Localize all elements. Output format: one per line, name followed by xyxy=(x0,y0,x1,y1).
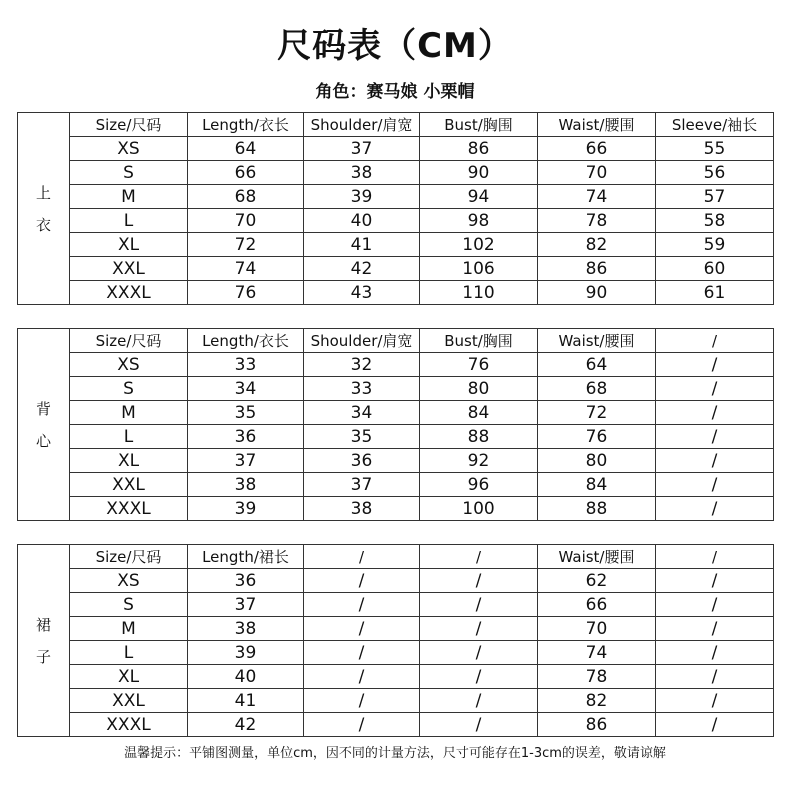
column-header: / xyxy=(304,545,420,569)
table-row xyxy=(18,137,774,161)
measurement-cell: / xyxy=(656,473,774,497)
table-row xyxy=(18,233,774,257)
column-header: / xyxy=(420,545,538,569)
measurement-cell: 64 xyxy=(188,137,304,161)
measurement-cell: 42 xyxy=(304,257,420,281)
measurement-cell: / xyxy=(420,641,538,665)
measurement-cell: 88 xyxy=(420,425,538,449)
table-row xyxy=(18,353,774,377)
table-row xyxy=(18,689,774,713)
measurement-cell: / xyxy=(656,377,774,401)
column-header: / xyxy=(656,545,774,569)
column-header: Waist/腰围 xyxy=(538,545,656,569)
measurement-cell: / xyxy=(656,617,774,641)
measurement-cell: 34 xyxy=(188,377,304,401)
measurement-cell: / xyxy=(656,353,774,377)
size-cell: XXL xyxy=(70,473,188,497)
measurement-cell: 35 xyxy=(188,401,304,425)
measurement-cell: 70 xyxy=(538,617,656,641)
column-header: Sleeve/袖长 xyxy=(656,113,774,137)
measurement-cell: 74 xyxy=(538,185,656,209)
measurement-cell: 66 xyxy=(538,137,656,161)
measurement-cell: 40 xyxy=(188,665,304,689)
measurement-cell: / xyxy=(420,593,538,617)
measurement-cell: 76 xyxy=(420,353,538,377)
measurement-cell: 37 xyxy=(188,593,304,617)
measurement-cell: 86 xyxy=(538,257,656,281)
measurement-cell: 39 xyxy=(188,497,304,521)
column-header: Length/裙长 xyxy=(188,545,304,569)
column-header: Bust/胸围 xyxy=(420,113,538,137)
size-cell: L xyxy=(70,209,188,233)
measurement-cell: 94 xyxy=(420,185,538,209)
column-header: Length/衣长 xyxy=(188,329,304,353)
measurement-cell: / xyxy=(304,665,420,689)
measurement-cell: 41 xyxy=(304,233,420,257)
measurement-cell: / xyxy=(420,665,538,689)
size-cell: XL xyxy=(70,449,188,473)
table-row xyxy=(18,377,774,401)
measurement-cell: 84 xyxy=(538,473,656,497)
column-header: Size/尺码 xyxy=(70,329,188,353)
header-row xyxy=(18,545,774,569)
measurement-cell: 33 xyxy=(304,377,420,401)
measurement-cell: 37 xyxy=(304,137,420,161)
measurement-cell: 41 xyxy=(188,689,304,713)
measurement-cell: 86 xyxy=(420,137,538,161)
table-row xyxy=(18,185,774,209)
measurement-cell: 68 xyxy=(188,185,304,209)
measurement-cell: 76 xyxy=(188,281,304,305)
measurement-cell: 39 xyxy=(188,641,304,665)
measurement-cell: 57 xyxy=(656,185,774,209)
size-cell: M xyxy=(70,401,188,425)
measurement-cell: 98 xyxy=(420,209,538,233)
measurement-cell: / xyxy=(420,617,538,641)
table-row xyxy=(18,209,774,233)
measurement-cell: 96 xyxy=(420,473,538,497)
measurement-cell: / xyxy=(304,617,420,641)
measurement-cell: 66 xyxy=(538,593,656,617)
measurement-cell: 102 xyxy=(420,233,538,257)
page-title: 尺码表（CM） xyxy=(277,26,513,66)
measurement-cell: 36 xyxy=(188,569,304,593)
measurement-cell: 61 xyxy=(656,281,774,305)
measurement-cell: 74 xyxy=(538,641,656,665)
size-cell: XXL xyxy=(70,257,188,281)
character-subtitle: 角色：赛马娘 小栗帽 xyxy=(315,82,475,102)
measurement-cell: 64 xyxy=(538,353,656,377)
table-row xyxy=(18,665,774,689)
measurement-cell: 39 xyxy=(304,185,420,209)
measurement-cell: 59 xyxy=(656,233,774,257)
table-row xyxy=(18,617,774,641)
measurement-cell: 56 xyxy=(656,161,774,185)
table-row xyxy=(18,257,774,281)
table-row xyxy=(18,569,774,593)
measurement-cell: / xyxy=(304,689,420,713)
measurement-cell: / xyxy=(656,401,774,425)
measurement-cell: 34 xyxy=(304,401,420,425)
header-row xyxy=(18,113,774,137)
measurement-cell: 90 xyxy=(420,161,538,185)
measurement-cell: 78 xyxy=(538,665,656,689)
measurement-cell: 38 xyxy=(304,497,420,521)
section-label: 裙 子 xyxy=(18,545,70,737)
table-row xyxy=(18,593,774,617)
measurement-cell: / xyxy=(656,593,774,617)
measurement-cell: 42 xyxy=(188,713,304,737)
size-cell: XXXL xyxy=(70,281,188,305)
measurement-cell: 62 xyxy=(538,569,656,593)
measurement-cell: 60 xyxy=(656,257,774,281)
size-cell: XXXL xyxy=(70,713,188,737)
size-cell: XXXL xyxy=(70,497,188,521)
measurement-cell: 43 xyxy=(304,281,420,305)
size-table-vest xyxy=(17,328,774,521)
measurement-cell: 82 xyxy=(538,689,656,713)
size-table-skirt xyxy=(17,544,774,737)
measurement-cell: 110 xyxy=(420,281,538,305)
column-header: Waist/腰围 xyxy=(538,329,656,353)
column-header: Size/尺码 xyxy=(70,545,188,569)
column-header: Shoulder/肩宽 xyxy=(304,329,420,353)
measurement-cell: 36 xyxy=(304,449,420,473)
measurement-cell: 37 xyxy=(188,449,304,473)
size-table-top xyxy=(17,112,774,305)
measurement-cell: / xyxy=(656,713,774,737)
measurement-cell: / xyxy=(304,713,420,737)
measurement-cell: / xyxy=(304,593,420,617)
column-header: Waist/腰围 xyxy=(538,113,656,137)
measurement-cell: 86 xyxy=(538,713,656,737)
measurement-cell: / xyxy=(304,569,420,593)
measurement-cell: 74 xyxy=(188,257,304,281)
measurement-cell: / xyxy=(420,713,538,737)
size-cell: XS xyxy=(70,353,188,377)
size-cell: XL xyxy=(70,665,188,689)
size-cell: L xyxy=(70,425,188,449)
measurement-cell: 70 xyxy=(188,209,304,233)
measurement-cell: 38 xyxy=(188,617,304,641)
measurement-cell: 38 xyxy=(304,161,420,185)
measurement-cell: 32 xyxy=(304,353,420,377)
column-header: Length/衣长 xyxy=(188,113,304,137)
table-row xyxy=(18,473,774,497)
table-row xyxy=(18,641,774,665)
measurement-cell: / xyxy=(656,425,774,449)
measurement-note: 温馨提示：平铺图测量，单位cm，因不同的计量方法，尺寸可能存在1-3cm的误差，敬请谅解 xyxy=(124,746,666,761)
measurement-cell: 88 xyxy=(538,497,656,521)
measurement-cell: 35 xyxy=(304,425,420,449)
measurement-cell: 58 xyxy=(656,209,774,233)
measurement-cell: 72 xyxy=(188,233,304,257)
measurement-cell: 72 xyxy=(538,401,656,425)
table-row xyxy=(18,425,774,449)
measurement-cell: 80 xyxy=(538,449,656,473)
size-cell: S xyxy=(70,161,188,185)
measurement-cell: 76 xyxy=(538,425,656,449)
table-row xyxy=(18,449,774,473)
measurement-cell: 90 xyxy=(538,281,656,305)
size-cell: XS xyxy=(70,137,188,161)
measurement-cell: / xyxy=(656,641,774,665)
measurement-cell: / xyxy=(656,689,774,713)
measurement-cell: / xyxy=(656,497,774,521)
measurement-cell: 80 xyxy=(420,377,538,401)
column-header: Size/尺码 xyxy=(70,113,188,137)
measurement-cell: / xyxy=(656,449,774,473)
measurement-cell: 38 xyxy=(188,473,304,497)
measurement-cell: 82 xyxy=(538,233,656,257)
measurement-cell: / xyxy=(420,569,538,593)
size-cell: XS xyxy=(70,569,188,593)
size-cell: L xyxy=(70,641,188,665)
measurement-cell: 106 xyxy=(420,257,538,281)
measurement-cell: 84 xyxy=(420,401,538,425)
table-row xyxy=(18,497,774,521)
column-header: Bust/胸围 xyxy=(420,329,538,353)
measurement-cell: 66 xyxy=(188,161,304,185)
size-cell: S xyxy=(70,593,188,617)
section-label: 背 心 xyxy=(18,329,70,521)
table-row xyxy=(18,713,774,737)
size-cell: M xyxy=(70,185,188,209)
measurement-cell: 68 xyxy=(538,377,656,401)
column-header: Shoulder/肩宽 xyxy=(304,113,420,137)
column-header: / xyxy=(656,329,774,353)
section-label: 上 衣 xyxy=(18,113,70,305)
measurement-cell: 37 xyxy=(304,473,420,497)
size-cell: XL xyxy=(70,233,188,257)
measurement-cell: 92 xyxy=(420,449,538,473)
measurement-cell: 36 xyxy=(188,425,304,449)
measurement-cell: 33 xyxy=(188,353,304,377)
measurement-cell: / xyxy=(656,569,774,593)
table-row xyxy=(18,161,774,185)
size-cell: S xyxy=(70,377,188,401)
size-cell: XXL xyxy=(70,689,188,713)
measurement-cell: 78 xyxy=(538,209,656,233)
table-row xyxy=(18,281,774,305)
measurement-cell: / xyxy=(656,665,774,689)
table-row xyxy=(18,401,774,425)
measurement-cell: / xyxy=(420,689,538,713)
measurement-cell: 100 xyxy=(420,497,538,521)
measurement-cell: 40 xyxy=(304,209,420,233)
size-cell: M xyxy=(70,617,188,641)
measurement-cell: 70 xyxy=(538,161,656,185)
measurement-cell: 55 xyxy=(656,137,774,161)
measurement-cell: / xyxy=(304,641,420,665)
header-row xyxy=(18,329,774,353)
